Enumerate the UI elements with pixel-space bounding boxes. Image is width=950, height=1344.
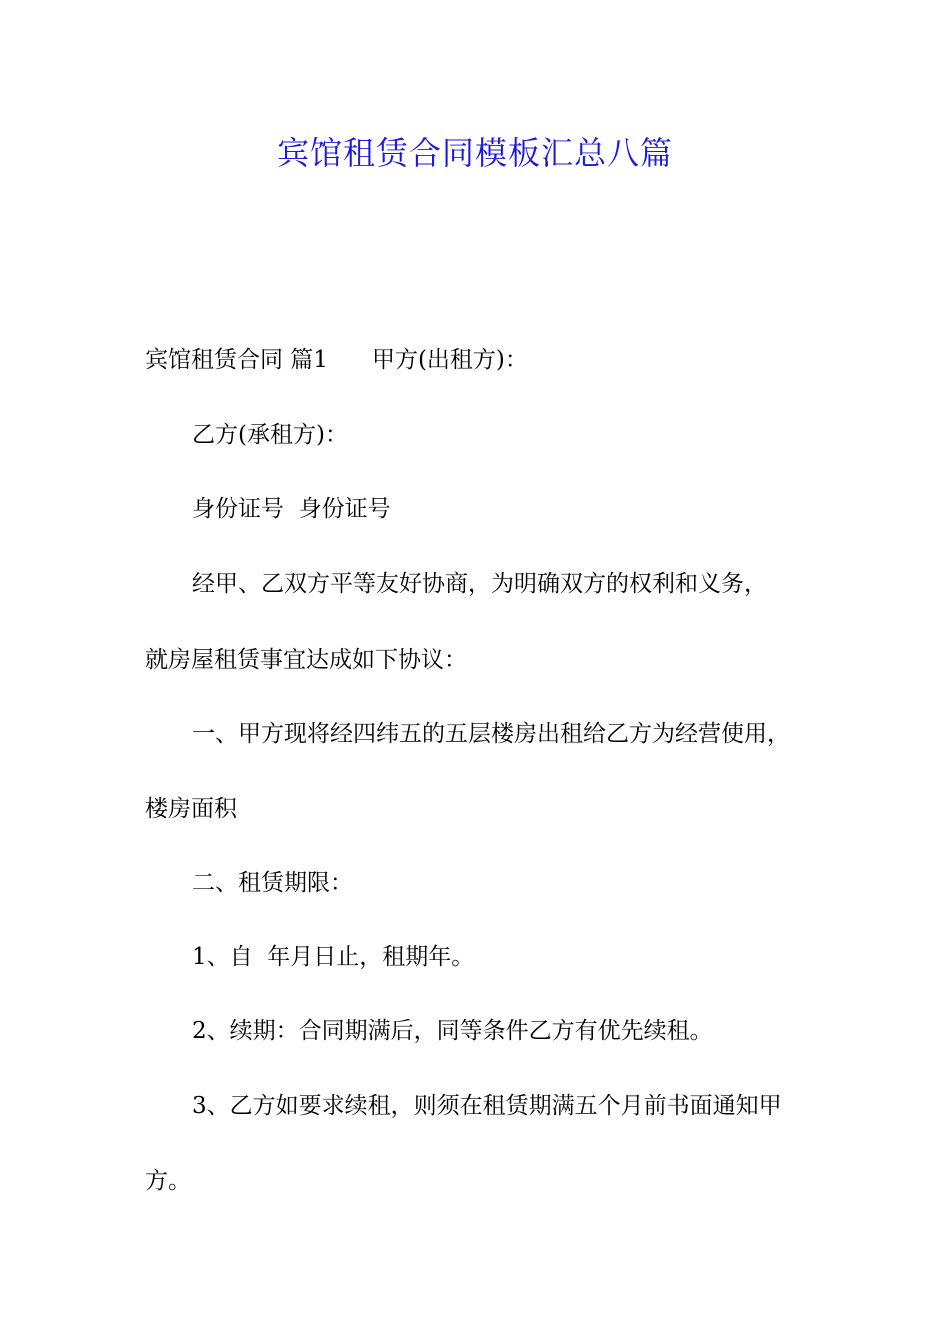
article-label: 宾馆租赁合同 篇1 <box>145 347 328 373</box>
paragraph-line: 楼房面积 <box>145 796 237 822</box>
paragraph-line: 二、租赁期限： <box>192 870 353 896</box>
paragraph-line: 3、乙方如要求续租，则须在租赁期满五个月前书面通知甲 <box>192 1093 782 1119</box>
id-number-line: 身份证号 身份证号 <box>192 496 391 522</box>
paragraph-line: 方。 <box>145 1168 191 1194</box>
paragraph-line: 经甲、乙双方平等友好协商，为明确双方的权利和义务， <box>192 571 767 597</box>
paragraph-line: 1、自 年月日止，租期年。 <box>192 944 475 970</box>
article-heading-line <box>145 345 528 375</box>
paragraph-line: 就房屋租赁事宜达成如下协议： <box>145 647 467 673</box>
document-title: 宾馆租赁合同模板汇总八篇 <box>276 134 673 172</box>
paragraph-line: 一、甲方现将经四纬五的五层楼房出租给乙方为经营使用， <box>192 721 790 747</box>
paragraph-line: 2、续期：合同期满后，同等条件乙方有优先续租。 <box>192 1018 713 1044</box>
party-a-label: 甲方(出租方)： <box>371 347 528 373</box>
party-b-line: 乙方(承租方)： <box>192 422 348 448</box>
